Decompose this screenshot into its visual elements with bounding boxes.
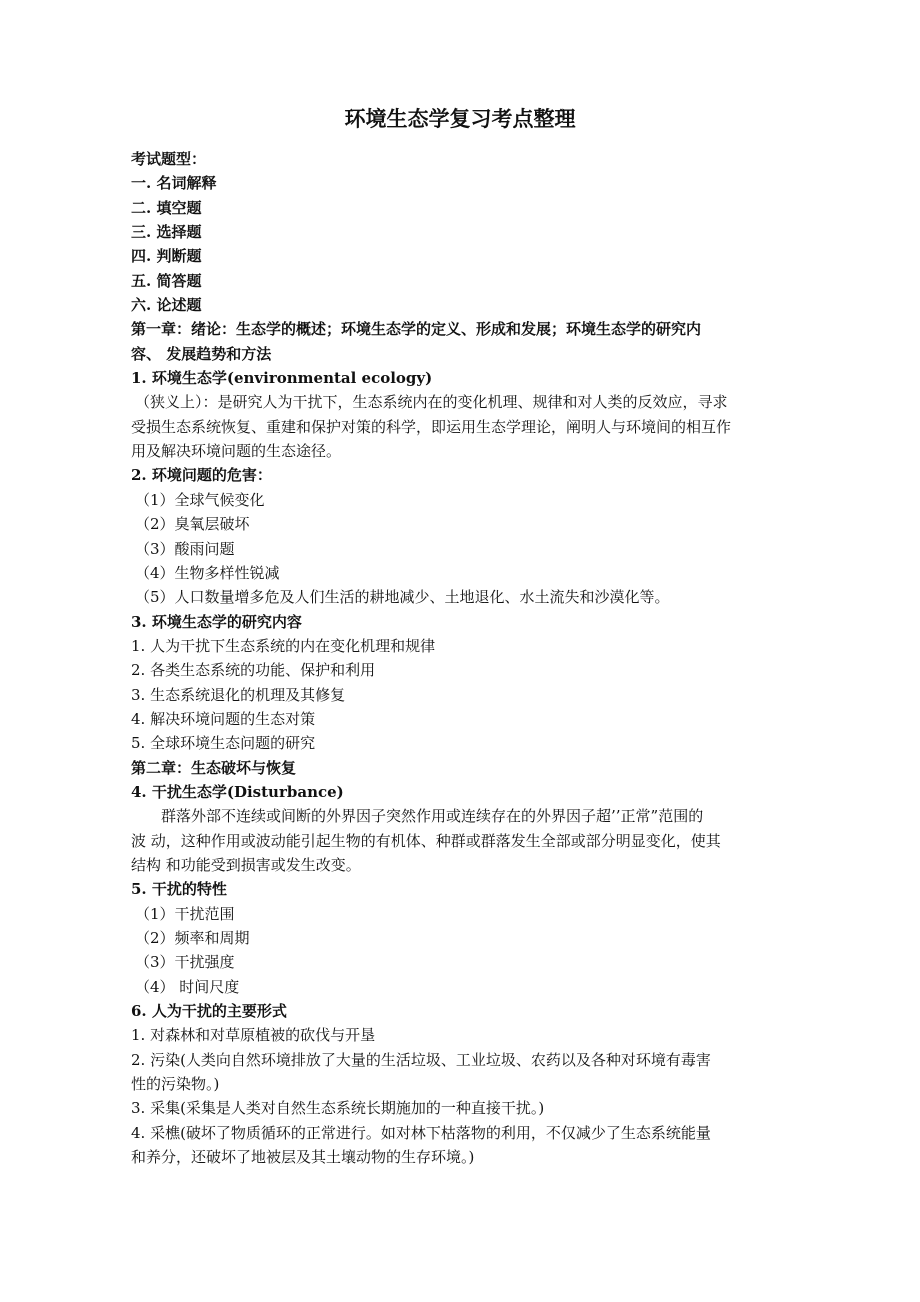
text-line: 波 动，这种作用或波动能引起生物的有机体、种群或群落发生全部或部分明显变化，使其	[131, 831, 721, 850]
text-line: 1. 环境生态学(environmental ecology)	[131, 369, 433, 388]
text-line: 4. 采樵(破坏了物质循环的正常进行。如对林下枯落物的利用，不仅减少了生态系统能量	[131, 1123, 711, 1142]
text-line: （1）全球气候变化	[135, 490, 265, 509]
text-line: 5. 干扰的特性	[131, 880, 227, 899]
text-line: 和养分，还破坏了地被层及其土壤动物的生存环境。)	[131, 1148, 475, 1167]
text-line: 容、 发展趋势和方法	[131, 344, 272, 363]
text-line: 受损生态系统恢复、重建和保护对策的科学，即运用生态学理论，阐明人与环境间的相互作	[131, 417, 732, 436]
text-line: （4）生物多样性锐减	[135, 563, 280, 582]
text-line: （5）人口数量增多危及人们生活的耕地减少、土地退化、水土流失和沙漠化等。	[135, 588, 670, 607]
text-line: （2）频率和周期	[135, 929, 250, 947]
text-line: 1. 人为干扰下生态系统的内在变化机理和规律	[131, 636, 436, 655]
text-line: 五. 简答题	[131, 271, 202, 290]
text-line: 考试题型：	[131, 150, 207, 168]
text-line: 6. 人为干扰的主要形式	[131, 1002, 287, 1021]
text-line: （1）干扰范围	[135, 904, 235, 923]
text-line: 2. 各类生态系统的功能、保护和利用	[131, 661, 376, 680]
text-line: 4. 干扰生态学(Disturbance)	[131, 782, 344, 801]
text-line: 2. 环境问题的危害：	[131, 466, 272, 485]
text-line: （狭义上）：是研究人为干扰下，生态系统内在的变化机理、规律和对人类的反效应，寻求	[135, 393, 728, 412]
text-line: （2）臭氧层破坏	[135, 515, 250, 534]
text-line: 4. 解决环境问题的生态对策	[131, 709, 316, 728]
text-line: 六. 论述题	[131, 296, 202, 315]
document-title: 环境生态学复习考点整理	[344, 106, 576, 131]
text-line: 四. 判断题	[131, 247, 202, 266]
text-line: 一. 名词解释	[131, 174, 217, 193]
text-line: （4） 时间尺度	[135, 977, 240, 996]
text-line: 第二章：生态破坏与恢复	[131, 758, 297, 777]
text-line: （3）酸雨问题	[135, 539, 235, 558]
text-line: （3）干扰强度	[135, 953, 235, 972]
text-line: 性的污染物。)	[131, 1075, 220, 1094]
text-line: 第一章：绪论：生态学的概述；环境生态学的定义、形成和发展；环境生态学的研究内	[131, 320, 702, 339]
text-line: 用及解决环境问题的生态途径。	[131, 442, 342, 461]
document-body	[131, 147, 791, 1169]
text-line: 二. 填空题	[131, 198, 202, 217]
text-line: 三. 选择题	[131, 223, 202, 242]
text-line: 群落外部不连续或间断的外界因子突然作用或连续存在的外界因子超’’正常”范围的	[161, 807, 704, 826]
text-line: 5. 全球环境生态问题的研究	[131, 734, 316, 753]
text-line: 3. 采集(采集是人类对自然生态系统长期施加的一种直接干扰。)	[131, 1099, 545, 1118]
text-line: 2. 污染(人类向自然环境排放了大量的生活垃圾、工业垃圾、农药以及各种对环境有毒害	[131, 1050, 711, 1069]
text-line: 3. 生态系统退化的机理及其修复	[131, 685, 346, 704]
text-line: 3. 环境生态学的研究内容	[131, 612, 302, 631]
text-line: 结构 和功能受到损害或发生改变。	[131, 855, 361, 874]
text-line: 1. 对森林和对草原植被的砍伐与开垦	[131, 1026, 376, 1045]
